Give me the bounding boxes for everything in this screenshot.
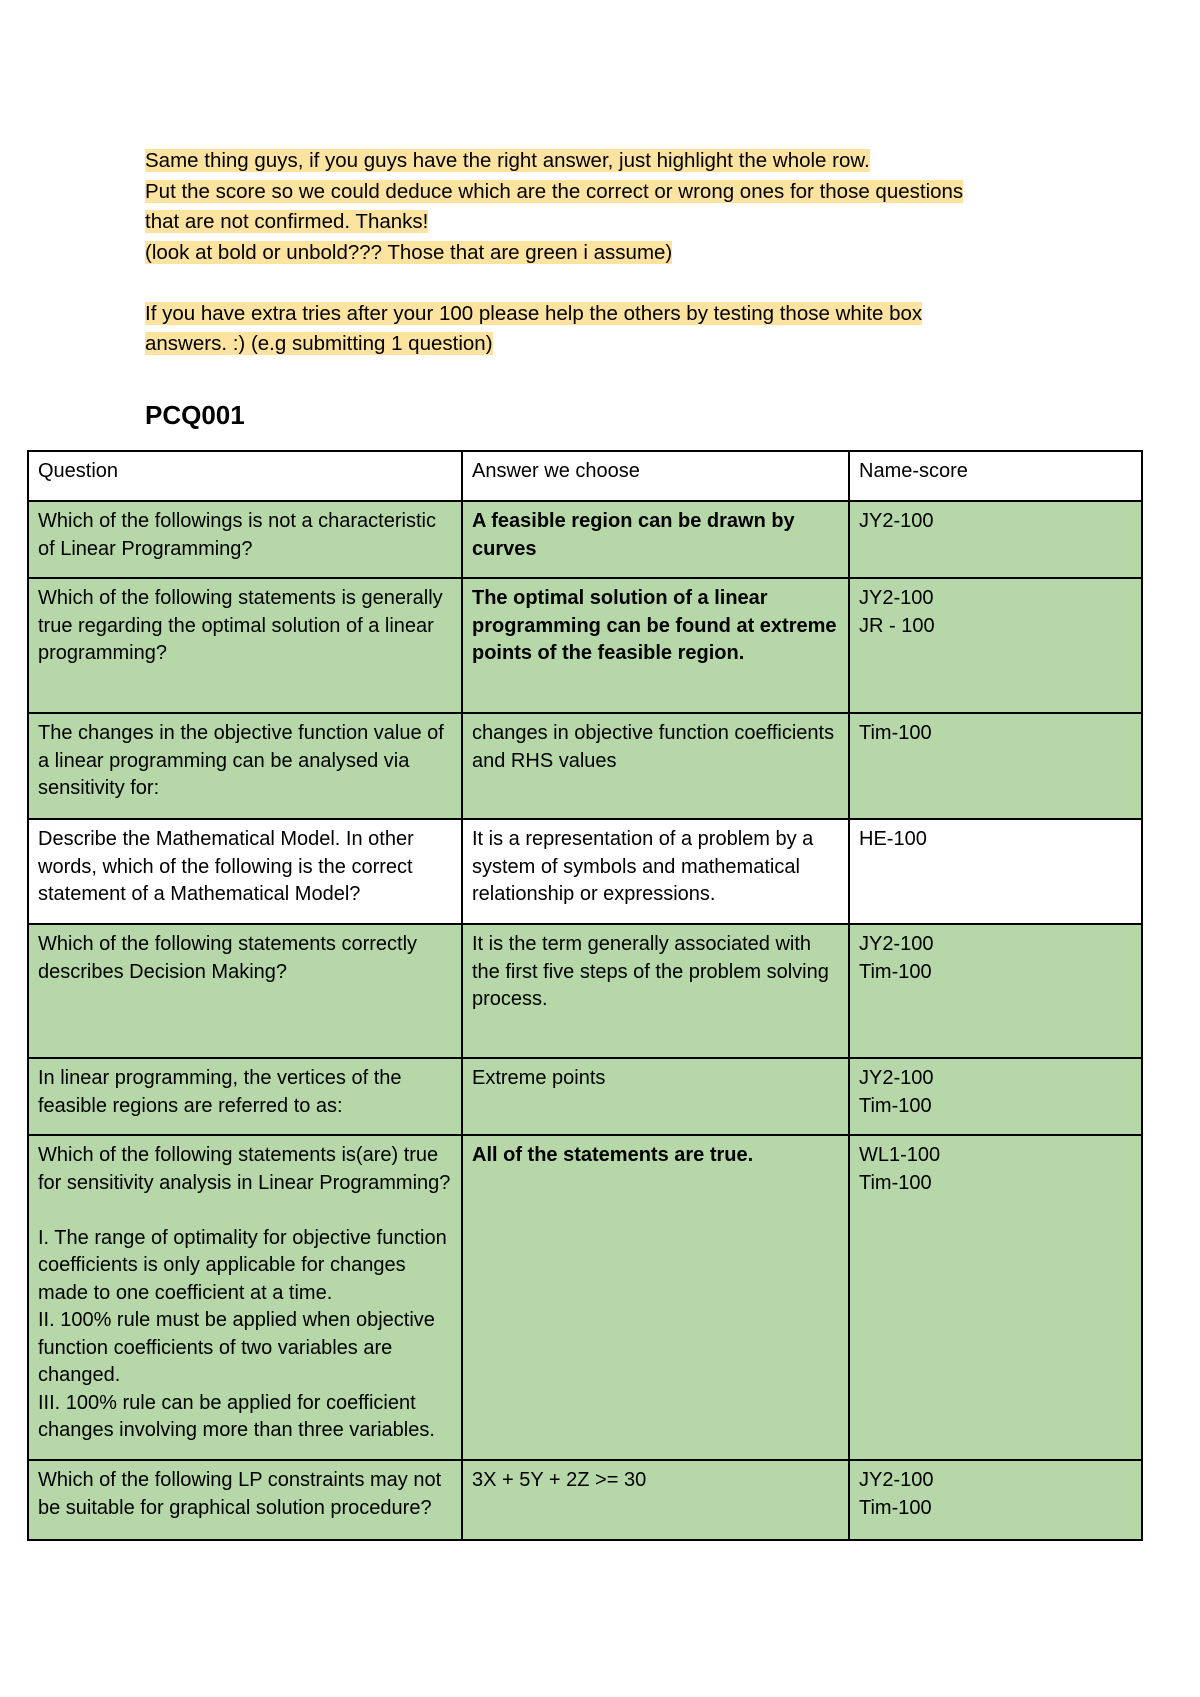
question-cell: Which of the following statements is generally true regarding the optimal solution of a linear programming? bbox=[28, 578, 462, 713]
table-row bbox=[28, 1135, 1142, 1460]
table-row bbox=[28, 819, 1142, 924]
intro-line: that are not confirmed. Thanks! bbox=[145, 210, 429, 233]
question-table bbox=[27, 450, 1143, 1541]
answer-cell: All of the statements are true. bbox=[462, 1135, 849, 1460]
score-cell: WL1-100 Tim-100 bbox=[849, 1135, 1142, 1460]
answer-cell: The optimal solution of a linear programming can be found at extreme points of the feasible region. bbox=[462, 578, 849, 713]
section-heading: PCQ001 bbox=[145, 400, 245, 430]
question-cell: Which of the following statements correctly describes Decision Making? bbox=[28, 924, 462, 1058]
score-cell: JY2-100 Tim-100 bbox=[849, 1058, 1142, 1135]
table-header-row bbox=[28, 451, 1142, 501]
score-cell: HE-100 bbox=[849, 819, 1142, 924]
table-row bbox=[28, 1460, 1142, 1540]
table-row bbox=[28, 501, 1142, 578]
intro-note bbox=[145, 146, 1045, 360]
question-cell: The changes in the objective function value of a linear programming can be analysed via sensitivity for: bbox=[28, 713, 462, 819]
score-cell: JY2-100 Tim-100 bbox=[849, 1460, 1142, 1540]
table-row bbox=[28, 578, 1142, 713]
score-cell: JY2-100 Tim-100 bbox=[849, 924, 1142, 1058]
intro-line: (look at bold or unbold??? Those that are green i assume) bbox=[145, 240, 673, 264]
intro-gap bbox=[145, 268, 1045, 299]
question-cell: Which of the following LP constraints may not be suitable for graphical solution procedure? bbox=[28, 1460, 462, 1540]
score-cell: JY2-100 bbox=[849, 501, 1142, 578]
answer-cell: A feasible region can be drawn by curves bbox=[462, 501, 849, 578]
score-cell: JY2-100 JR - 100 bbox=[849, 578, 1142, 713]
column-header-answer: Answer we choose bbox=[462, 451, 849, 501]
intro-line: Put the score so we could deduce which are the correct or wrong ones for those questions bbox=[145, 179, 964, 203]
question-cell: In linear programming, the vertices of the feasible regions are referred to as: bbox=[28, 1058, 462, 1135]
question-cell: Describe the Mathematical Model. In other words, which of the following is the correct statement of a Mathematical Model? bbox=[28, 819, 462, 924]
table-row bbox=[28, 924, 1142, 1058]
question-cell: Which of the following statements is(are) true for sensitivity analysis in Linear Programming? I. The range of optimality for objective function coefficients is only applicable for changes made to one coefficient at a time. II. 100% rule must be applied when objective function coefficients of two variables are changed. III. 100% rule can be applied for coefficient changes involving more than three variables. bbox=[28, 1135, 462, 1460]
table-row bbox=[28, 713, 1142, 819]
column-header-name-score: Name-score bbox=[849, 451, 1142, 501]
answer-cell: It is a representation of a problem by a system of symbols and mathematical relationship or expressions. bbox=[462, 819, 849, 924]
score-cell: Tim-100 bbox=[849, 713, 1142, 819]
answer-cell: changes in objective function coefficients and RHS values bbox=[462, 713, 849, 819]
answer-cell: Extreme points bbox=[462, 1058, 849, 1135]
intro-line: Same thing guys, if you guys have the right answer, just highlight the whole row. bbox=[145, 149, 870, 172]
intro-line: answers. :) (e.g submitting 1 question) bbox=[145, 332, 493, 355]
intro-line: If you have extra tries after your 100 please help the others by testing those white box bbox=[145, 301, 923, 325]
question-cell: Which of the followings is not a characteristic of Linear Programming? bbox=[28, 501, 462, 578]
answer-cell: 3X + 5Y + 2Z >= 30 bbox=[462, 1460, 849, 1540]
column-header-question: Question bbox=[28, 451, 462, 501]
table-row bbox=[28, 1058, 1142, 1135]
answer-cell: It is the term generally associated with the first five steps of the problem solving process. bbox=[462, 924, 849, 1058]
